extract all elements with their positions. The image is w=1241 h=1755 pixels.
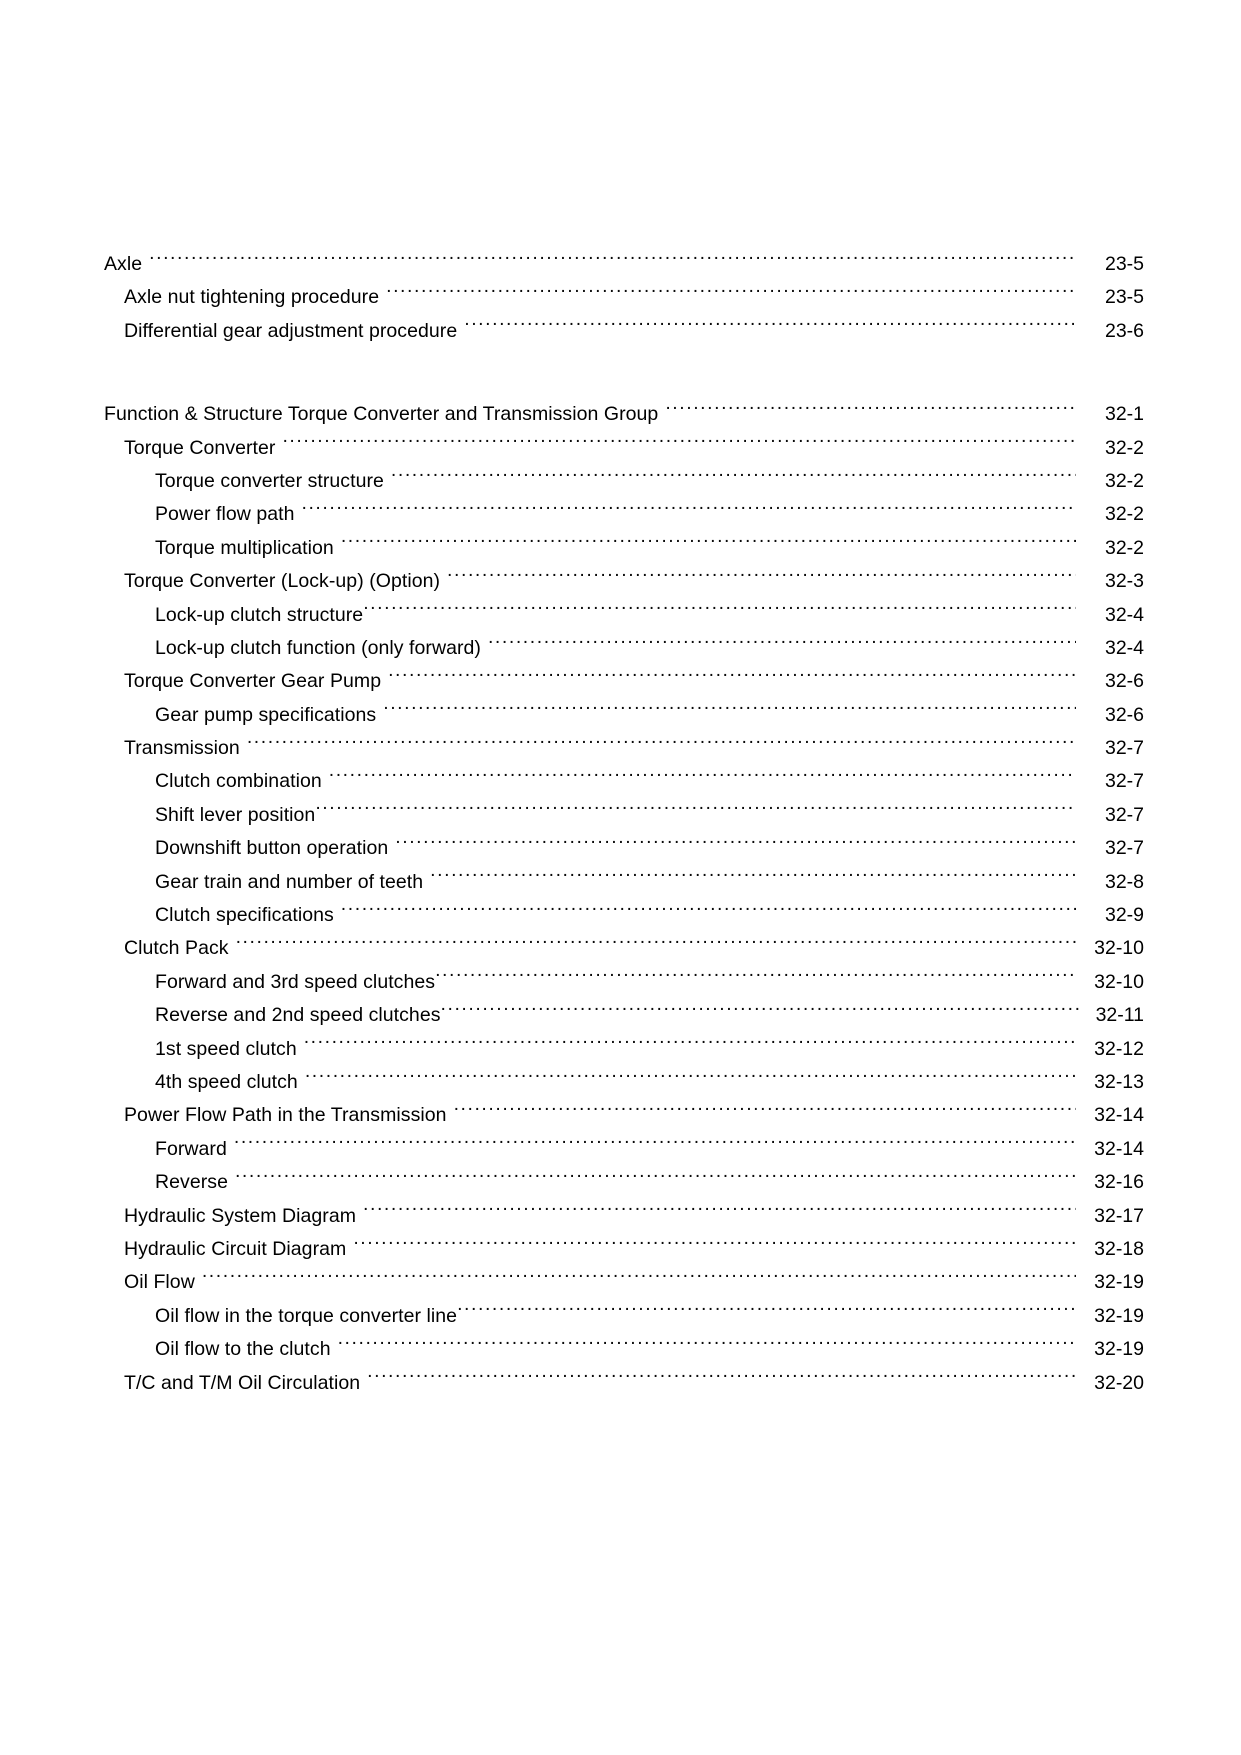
dot-leader bbox=[236, 938, 1076, 954]
toc-entry-title: Lock-up clutch structure bbox=[155, 603, 364, 626]
toc-entry-title: Gear pump specifications bbox=[155, 703, 377, 726]
toc-entry-page-number: 32-2 bbox=[1104, 503, 1144, 526]
toc-entry[interactable] bbox=[104, 248, 1144, 281]
toc-entry-page-number: 32-4 bbox=[1104, 603, 1144, 626]
dot-leader bbox=[341, 905, 1076, 921]
toc-group bbox=[104, 398, 1144, 1400]
toc-entry-title: T/C and T/M Oil Circulation bbox=[124, 1371, 361, 1394]
toc-entry-title: Forward bbox=[155, 1137, 227, 1160]
toc-entry[interactable] bbox=[104, 281, 1144, 314]
toc-entry-title: Clutch Pack bbox=[124, 937, 229, 960]
toc-entry-page-number: 32-18 bbox=[1094, 1237, 1144, 1260]
toc-entry-page-number: 32-10 bbox=[1094, 970, 1144, 993]
dot-leader bbox=[234, 1139, 1076, 1155]
toc-entry-page-number: 32-4 bbox=[1104, 636, 1144, 659]
dot-leader bbox=[395, 838, 1076, 854]
toc-entry[interactable] bbox=[104, 532, 1144, 565]
toc-entry-title: Torque Converter Gear Pump bbox=[124, 670, 382, 693]
toc-entry[interactable] bbox=[104, 465, 1144, 498]
toc-entry-title: Hydraulic Circuit Diagram bbox=[124, 1237, 347, 1260]
table-of-contents bbox=[104, 248, 1144, 1400]
toc-entry-page-number: 32-3 bbox=[1104, 570, 1144, 593]
toc-entry-page-number: 32-19 bbox=[1094, 1271, 1144, 1294]
toc-entry-page-number: 32-14 bbox=[1094, 1104, 1144, 1127]
dot-leader bbox=[302, 504, 1077, 520]
toc-entry-title: Torque converter structure bbox=[155, 469, 384, 492]
toc-group-gap bbox=[104, 348, 1144, 398]
toc-entry[interactable] bbox=[104, 1166, 1144, 1199]
dot-leader bbox=[488, 638, 1076, 654]
toc-entry-title: Lock-up clutch function (only forward) bbox=[155, 636, 481, 659]
toc-entry-title: Reverse and 2nd speed clutches bbox=[155, 1004, 441, 1027]
toc-entry[interactable] bbox=[104, 999, 1144, 1032]
toc-entry-title: Gear train and number of teeth bbox=[155, 870, 424, 893]
dot-leader bbox=[388, 671, 1076, 687]
toc-entry-page-number: 23-5 bbox=[1104, 253, 1144, 275]
toc-entry-page-number: 32-11 bbox=[1095, 1004, 1144, 1027]
dot-leader bbox=[247, 738, 1076, 754]
dot-leader bbox=[391, 471, 1076, 487]
toc-entry-page-number: 32-1 bbox=[1104, 403, 1144, 426]
toc-entry-title: Axle bbox=[104, 253, 143, 275]
toc-entry[interactable] bbox=[104, 432, 1144, 465]
dot-leader bbox=[149, 254, 1076, 270]
dot-leader bbox=[435, 972, 1076, 988]
toc-entry-page-number: 32-20 bbox=[1094, 1371, 1144, 1394]
toc-entry-page-number: 32-7 bbox=[1104, 737, 1144, 760]
toc-entry[interactable] bbox=[104, 1300, 1144, 1333]
dot-leader bbox=[464, 321, 1076, 337]
toc-entry[interactable] bbox=[104, 1066, 1144, 1099]
toc-entry[interactable] bbox=[104, 765, 1144, 798]
toc-entry[interactable] bbox=[104, 832, 1144, 865]
toc-entry-page-number: 32-13 bbox=[1094, 1070, 1144, 1093]
toc-group bbox=[104, 248, 1144, 348]
toc-entry[interactable] bbox=[104, 732, 1144, 765]
toc-entry-page-number: 32-19 bbox=[1094, 1304, 1144, 1327]
toc-entry-title: 4th speed clutch bbox=[155, 1070, 298, 1093]
toc-entry-title: Torque multiplication bbox=[155, 536, 334, 559]
toc-entry[interactable] bbox=[104, 866, 1144, 899]
toc-entry[interactable] bbox=[104, 932, 1144, 965]
toc-entry-page-number: 32-17 bbox=[1094, 1204, 1144, 1227]
toc-entry[interactable] bbox=[104, 1367, 1144, 1400]
toc-entry[interactable] bbox=[104, 699, 1144, 732]
dot-leader bbox=[338, 1339, 1076, 1355]
toc-entry-title: Differential gear adjustment procedure bbox=[124, 319, 458, 342]
toc-entry-page-number: 32-7 bbox=[1104, 837, 1144, 860]
toc-entry-title: 1st speed clutch bbox=[155, 1037, 297, 1060]
dot-leader bbox=[363, 1206, 1076, 1222]
toc-entry[interactable] bbox=[104, 599, 1144, 632]
toc-entry-title: Power Flow Path in the Transmission bbox=[124, 1104, 447, 1127]
toc-entry-page-number: 23-6 bbox=[1104, 319, 1144, 342]
toc-entry-title: Clutch combination bbox=[155, 770, 322, 793]
toc-entry[interactable] bbox=[104, 1233, 1144, 1266]
toc-entry[interactable] bbox=[104, 565, 1144, 598]
dot-leader bbox=[457, 1306, 1076, 1322]
dot-leader bbox=[447, 571, 1076, 587]
toc-entry-title: Power flow path bbox=[155, 503, 295, 526]
toc-entry-page-number: 23-5 bbox=[1104, 286, 1144, 309]
toc-entry-page-number: 32-8 bbox=[1104, 870, 1144, 893]
toc-entry[interactable] bbox=[104, 1200, 1144, 1233]
toc-entry-title: Torque Converter (Lock-up) (Option) bbox=[124, 570, 441, 593]
toc-entry[interactable] bbox=[104, 966, 1144, 999]
toc-entry[interactable] bbox=[104, 1033, 1144, 1066]
toc-entry[interactable] bbox=[104, 899, 1144, 932]
toc-entry[interactable] bbox=[104, 799, 1144, 832]
dot-leader bbox=[282, 438, 1076, 454]
toc-entry-title: Torque Converter bbox=[124, 436, 276, 459]
toc-entry-title: Transmission bbox=[124, 737, 240, 760]
dot-leader bbox=[329, 771, 1076, 787]
dot-leader bbox=[202, 1272, 1076, 1288]
dot-leader bbox=[430, 872, 1076, 888]
toc-entry[interactable] bbox=[104, 1266, 1144, 1299]
toc-entry-title: Function & Structure Torque Converter and Transmission Group bbox=[104, 403, 659, 426]
toc-entry[interactable] bbox=[104, 498, 1144, 531]
dot-leader bbox=[341, 538, 1076, 554]
toc-entry[interactable] bbox=[104, 632, 1144, 665]
dot-leader bbox=[305, 1072, 1076, 1088]
dot-leader bbox=[315, 805, 1076, 821]
dot-leader bbox=[367, 1373, 1076, 1389]
toc-entry-title: Reverse bbox=[155, 1171, 228, 1194]
toc-entry-title: Oil flow to the clutch bbox=[155, 1338, 331, 1361]
toc-entry-page-number: 32-2 bbox=[1104, 436, 1144, 459]
dot-leader bbox=[441, 1005, 1082, 1021]
dot-leader bbox=[304, 1039, 1076, 1055]
toc-entry-title: Clutch specifications bbox=[155, 904, 334, 927]
toc-entry-page-number: 32-9 bbox=[1104, 904, 1144, 927]
toc-entry-title: Downshift button operation bbox=[155, 837, 389, 860]
toc-entry[interactable] bbox=[104, 315, 1144, 348]
toc-entry[interactable] bbox=[104, 1099, 1144, 1132]
toc-entry-page-number: 32-6 bbox=[1104, 703, 1144, 726]
dot-leader bbox=[665, 404, 1076, 420]
toc-entry-page-number: 32-10 bbox=[1094, 937, 1144, 960]
toc-entry-page-number: 32-2 bbox=[1104, 536, 1144, 559]
toc-entry-page-number: 32-19 bbox=[1094, 1338, 1144, 1361]
dot-leader bbox=[235, 1172, 1076, 1188]
toc-entry[interactable] bbox=[104, 1133, 1144, 1166]
toc-entry-page-number: 32-14 bbox=[1094, 1137, 1144, 1160]
dot-leader bbox=[383, 705, 1076, 721]
toc-entry[interactable] bbox=[104, 665, 1144, 698]
toc-entry[interactable] bbox=[104, 398, 1144, 431]
toc-entry-title: Axle nut tightening procedure bbox=[124, 286, 380, 309]
toc-entry-page-number: 32-7 bbox=[1104, 803, 1144, 826]
dot-leader bbox=[363, 605, 1076, 621]
dot-leader bbox=[386, 287, 1076, 303]
toc-entry-title: Oil flow in the torque converter line bbox=[155, 1304, 458, 1327]
toc-entry-title: Shift lever position bbox=[155, 803, 316, 826]
toc-entry-page-number: 32-6 bbox=[1104, 670, 1144, 693]
toc-entry-page-number: 32-7 bbox=[1104, 770, 1144, 793]
toc-entry-page-number: 32-16 bbox=[1094, 1171, 1144, 1194]
toc-entry-page-number: 32-12 bbox=[1094, 1037, 1144, 1060]
toc-entry-title: Forward and 3rd speed clutches bbox=[155, 970, 436, 993]
toc-entry-title: Hydraulic System Diagram bbox=[124, 1204, 357, 1227]
toc-entry-title: Oil Flow bbox=[124, 1271, 195, 1294]
dot-leader bbox=[454, 1105, 1076, 1121]
toc-entry-page-number: 32-2 bbox=[1104, 469, 1144, 492]
toc-entry[interactable] bbox=[104, 1333, 1144, 1366]
dot-leader bbox=[353, 1239, 1076, 1255]
